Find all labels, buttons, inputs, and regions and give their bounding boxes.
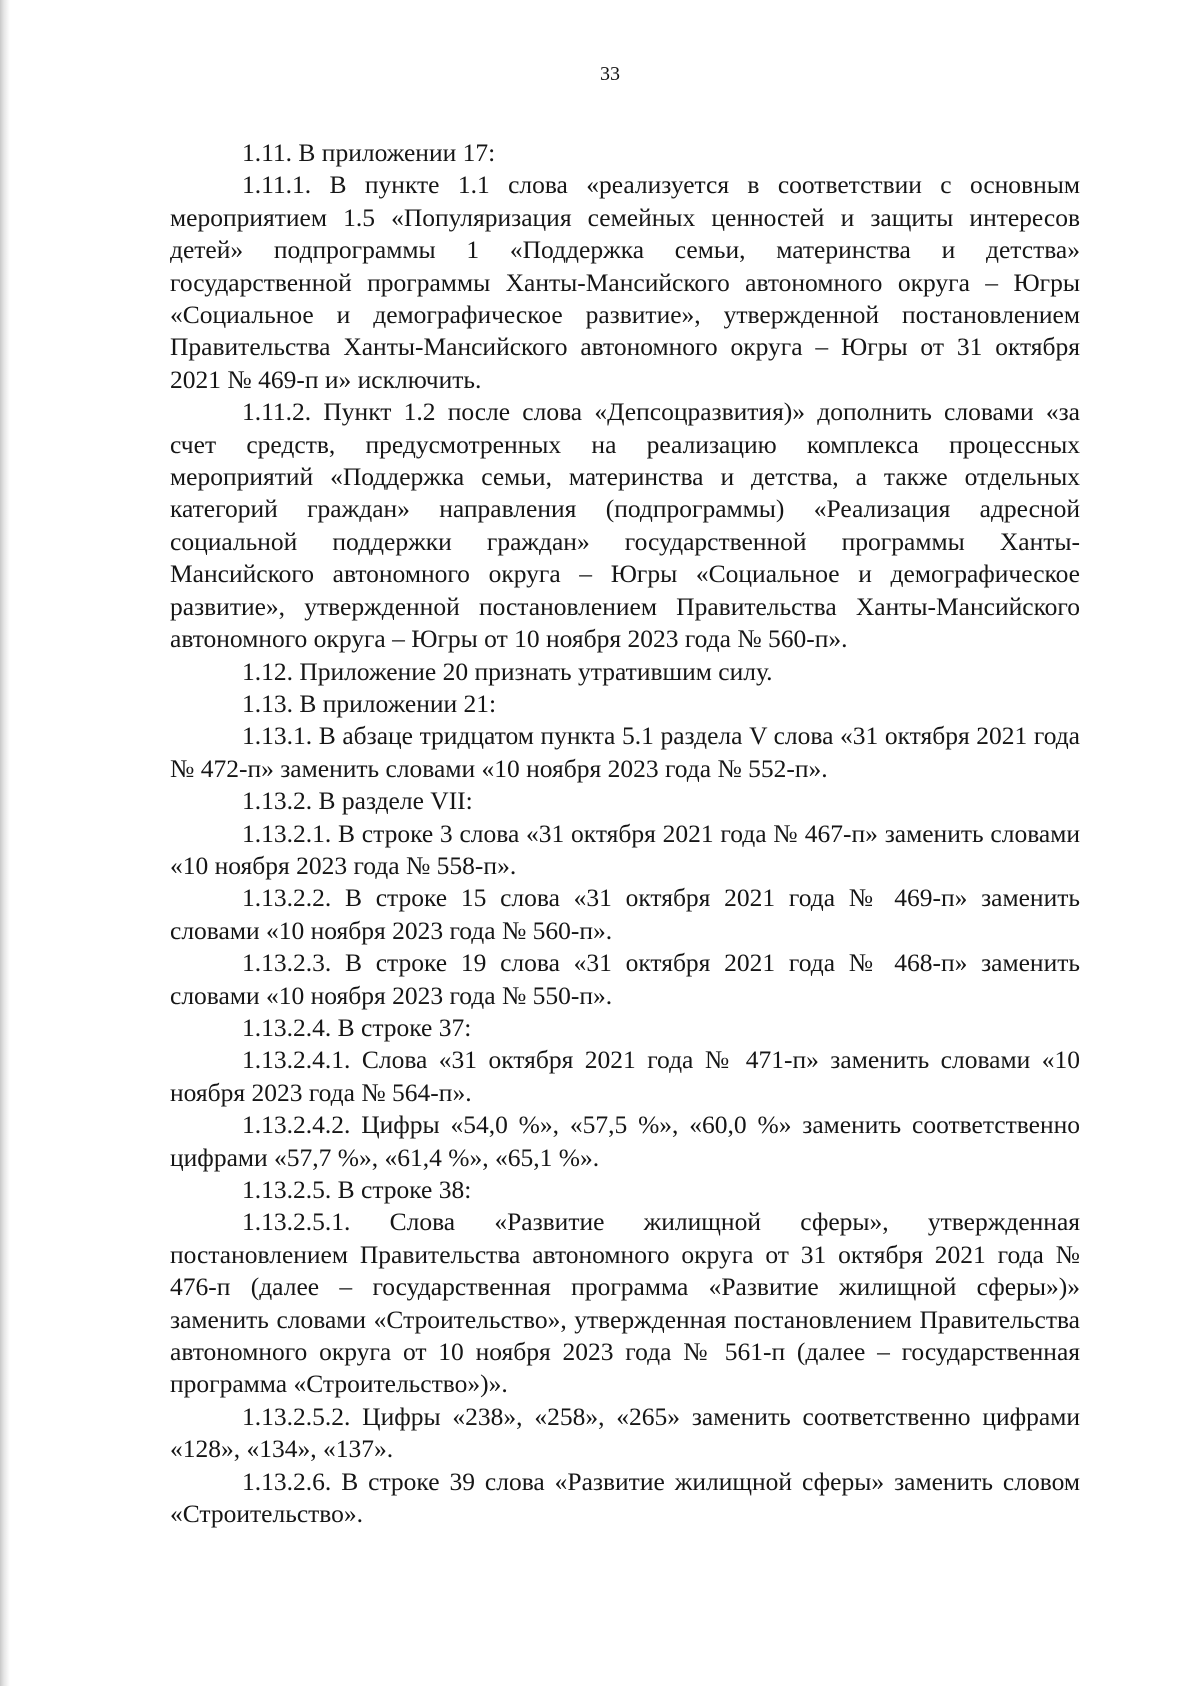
- paragraph-1-11: 1.11. В приложении 17:: [242, 138, 496, 167]
- document-page: [170, 58, 1080, 1530]
- paragraph-1-13-2-4-1: 1.13.2.4.1. Слова «31 октября 2021 года № 471-п» заменить словами «10 ноября 2023 года № 564-п».: [170, 1045, 1080, 1107]
- paragraph-1-13-2: 1.13.2. В разделе VII:: [242, 786, 473, 816]
- paragraph-1-13-2-5-2: 1.13.2.5.2. Цифры «238», «258», «265» заменить соответственно цифрами «128», «134», «137».: [170, 1401, 1080, 1464]
- paragraph-1-13: 1.13. В приложении 21:: [242, 688, 497, 718]
- page-number: 33: [600, 63, 620, 85]
- paragraph-1-11-1: 1.11.1. В пункте 1.1 слова «реализуется в соответствии с основным мероприятием 1.5 «Популяризация семейных ценностей и защиты интересов детей» подпрограммы 1 «Поддержка семьи, материнства и детства» государственной программы Ханты-Мансийского автономного округа – Югры «Социальное и демографическое развитие», утвержденной постановлением Правительства Ханты-Мансийского автономного округа – Югры от 31 октября 2021 № 469-п и» исключить.: [170, 170, 1080, 394]
- paragraph-1-13-2-5: 1.13.2.5. В строке 38:: [242, 1175, 472, 1204]
- paragraph-1-13-2-3: 1.13.2.3. В строке 19 слова «31 октября 2021 года № 468-п» заменить словами «10 ноября 2023 года № 550-п».: [170, 948, 1080, 1010]
- paragraph-1-13-2-6: 1.13.2.6. В строке 39 слова «Развитие жилищной сферы» заменить словом «Строительство».: [170, 1466, 1080, 1529]
- paragraph-1-12: 1.12. Приложение 20 признать утратившим силу.: [242, 656, 773, 686]
- paragraph-1-13-2-4-2: 1.13.2.4.2. Цифры «54,0 %», «57,5 %», «60,0 %» заменить соответственно цифрами «57,7 %», «61,4 %», «65,1 %».: [170, 1110, 1080, 1172]
- paragraph-1-13-2-2: 1.13.2.2. В строке 15 слова «31 октября 2021 года № 469-п» заменить словами «10 ноября 2023 года № 560-п».: [170, 883, 1080, 945]
- paragraph-1-13-2-1: 1.13.2.1. В строке 3 слова «31 октября 2021 года № 467-п» заменить словами «10 ноября 2023 года № 558-п».: [170, 818, 1080, 880]
- paragraph-1-11-2: 1.11.2. Пункт 1.2 после слова «Депсоцразвития)» дополнить словами «за счет средств, предусмотренных на реализацию комплекса процессных мероприятий «Поддержка семьи, материнства и детства, а также отдельных категорий граждан» направления (подпрограммы) «Реализация адресной социальной поддержки граждан» государственной программы Ханты-Мансийского автономного округа – Югры «Социальное и демографическое развитие», утвержденной постановлением Правительства Ханты-Мансийского автономного округа – Югры от 10 ноября 2023 года № 560-п».: [170, 397, 1080, 654]
- paragraph-1-13-2-4: 1.13.2.4. В строке 37:: [242, 1012, 472, 1042]
- scan-edge-shadow: [0, 0, 10, 1686]
- paragraph-1-13-1: 1.13.1. В абзаце тридцатом пункта 5.1 раздела V слова «31 октября 2021 года № 472-п» заменить словами «10 ноября 2023 года № 552-п».: [170, 721, 1080, 783]
- paragraph-1-13-2-5-1: 1.13.2.5.1. Слова «Развитие жилищной сферы», утвержденная постановлением Правительства автономного округа от 31 октября 2021 года № 476-п (далее – государственная программа «Развитие жилищной сферы»)» заменить словами «Строительство», утвержденная постановлением Правительства автономного округа от 10 ноября 2023 года № 561-п (далее – государственная программа «Строительство»)».: [170, 1207, 1080, 1399]
